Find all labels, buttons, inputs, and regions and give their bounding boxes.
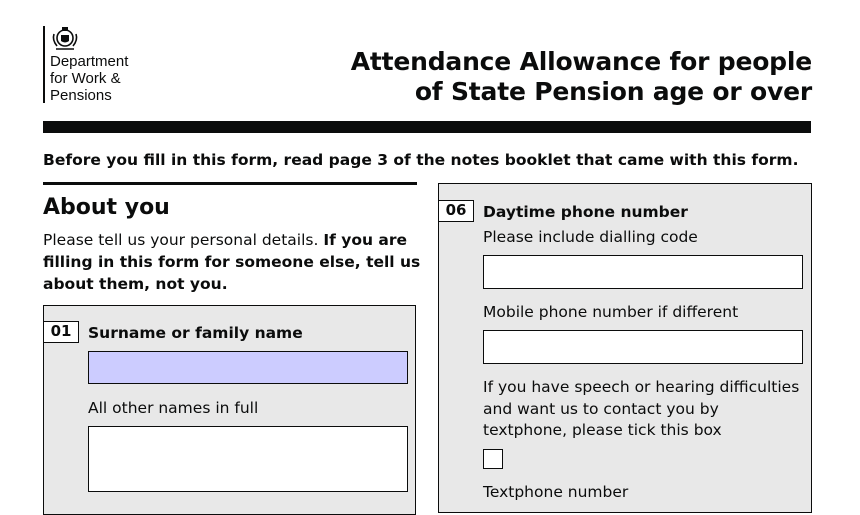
textphone-prompt-line: If you have speech or hearing difficulties (483, 378, 800, 396)
question-number: 01 (43, 321, 79, 343)
royal-coat-of-arms-icon (50, 24, 80, 52)
section-intro (43, 229, 423, 295)
daytime-phone-input[interactable] (483, 255, 803, 289)
intro-emphasis: If you are filling in this form for someone else, tell us about them, not you. (43, 231, 421, 293)
header-rule (43, 121, 811, 133)
logo-divider (43, 26, 45, 103)
textphone-checkbox[interactable] (483, 449, 503, 469)
mobile-phone-label: Mobile phone number if different (483, 303, 739, 321)
department-line: for Work & (50, 70, 121, 87)
instructions-notice: Before you fill in this form, read page 3 of the notes booklet that came with this form. (43, 151, 799, 169)
department-line: Department (50, 53, 129, 70)
department-line: Pensions (50, 87, 112, 104)
other-names-input[interactable] (88, 426, 408, 492)
form-title (351, 47, 812, 107)
department-name (50, 53, 128, 104)
form-title-line: of State Pension age or over (414, 77, 812, 106)
surname-label: Surname or family name (88, 324, 303, 342)
textphone-prompt-line: textphone, please tick this box (483, 421, 722, 439)
textphone-prompt (483, 377, 799, 442)
surname-input[interactable] (88, 351, 408, 384)
section-heading: About you (43, 195, 170, 220)
other-names-label: All other names in full (88, 399, 259, 417)
mobile-phone-input[interactable] (483, 330, 803, 364)
daytime-phone-label: Daytime phone number (483, 203, 688, 221)
daytime-phone-hint: Please include dialling code (483, 228, 698, 246)
textphone-number-label: Textphone number (483, 483, 629, 501)
question-number: 06 (438, 200, 474, 222)
section-rule (43, 182, 417, 185)
textphone-prompt-line: and want us to contact you by (483, 399, 719, 418)
form-title-line: Attendance Allowance for people (350, 47, 812, 76)
intro-text: Please tell us your personal details. (43, 231, 324, 249)
